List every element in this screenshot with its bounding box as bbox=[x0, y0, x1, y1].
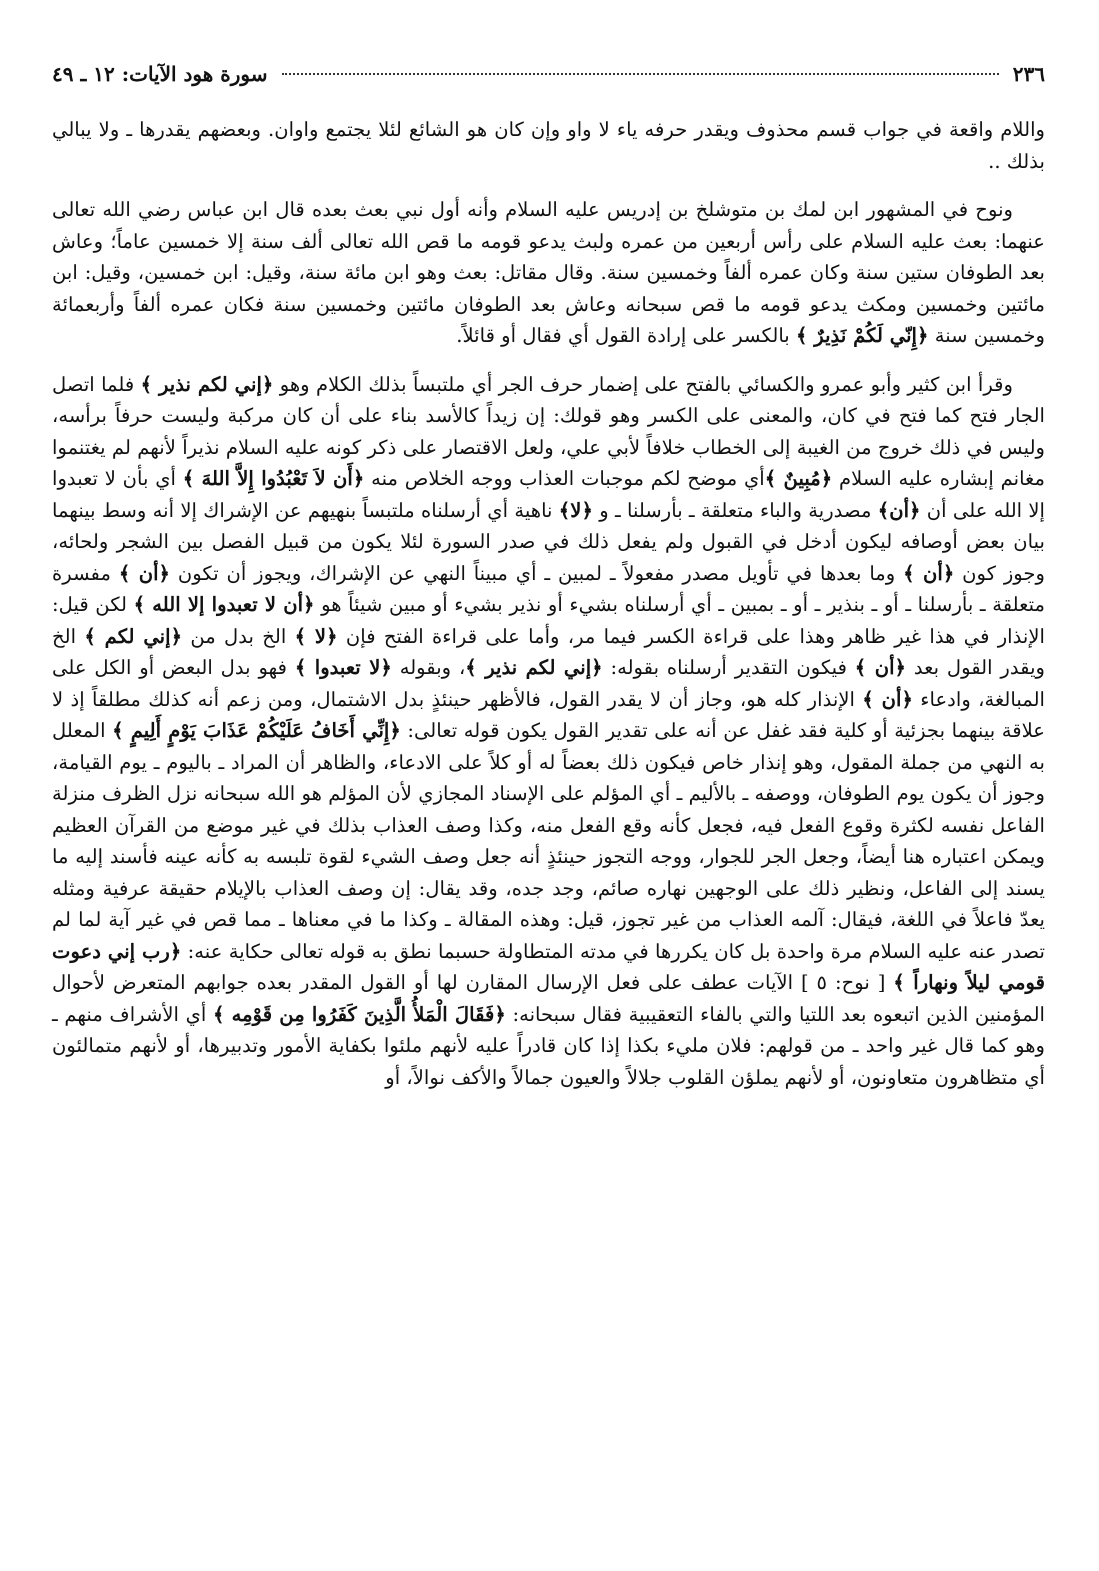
commentary-text: فهو بدل البعض أو الكل على المبالغة، وادعاء bbox=[52, 656, 1046, 711]
quran-quote: ﴿إني لكم ﴾ bbox=[84, 624, 183, 648]
commentary-text: فيكون التقدير أرسلناه بقوله: bbox=[602, 656, 855, 679]
commentary-text: وما بعدها في تأويل مصدر مفعولاً ـ لمبين ـ أي مبيناً النهي عن الإشراك، ويجوز أن تكون bbox=[170, 561, 904, 585]
quran-quote: ﴿أن﴾ bbox=[877, 498, 921, 522]
quran-quote: ﴿أن ﴾ bbox=[854, 656, 907, 679]
commentary-text: الخ ويقدر القول بعد bbox=[52, 624, 1045, 679]
surah-title: سورة هود الآيات: ١٢ ـ ٤٩ bbox=[52, 62, 268, 86]
commentary-text: الخ بدل من bbox=[182, 624, 295, 648]
quran-quote: ﴿أَن لاَ تَعْبُدُوا إِلاَّ اللهَ ﴾ bbox=[182, 467, 365, 490]
quran-quote: ﴿أن لا تعبدوا إلا الله ﴾ bbox=[133, 593, 315, 616]
commentary-text: مصدرية والباء متعلقة ـ بأرسلنا ـ و bbox=[592, 498, 878, 522]
quran-quote: ﴿لا﴾ bbox=[558, 498, 593, 522]
quran-quote: ﴿فَقَالَ الْمَلأُ الَّذِينَ كَفَرُوا مِن قَوْمِه ﴾ bbox=[212, 1002, 506, 1026]
quran-quote: ﴿لا ﴾ bbox=[294, 624, 338, 648]
commentary-text: وقرأ ابن كثير وأبو عمرو والكسائي بالفتح على إضمار حرف الجر أي ملتبساً بذلك الكلام وهو bbox=[273, 372, 1013, 396]
commentary-text: مفسرة متعلقة ـ بأرسلنا ـ أو ـ بنذير ـ أو ـ بمبين ـ أي أرسلناه بشيء أو نذير بشيء أو مبين شيئاً هو bbox=[52, 561, 1046, 616]
quran-quote: ﴿لا تعبدوا ﴾ bbox=[294, 656, 392, 679]
commentary-text: أي موضح لكم موجبات العذاب ووجه الخلاص منه bbox=[364, 467, 765, 490]
commentary-text: لكن قيل: الإنذار في هذا غير ظاهر وهذا على قراءة الكسر فيما مر، وأما على قراءة الفتح فإن bbox=[52, 593, 1045, 648]
paragraph bbox=[52, 114, 1045, 177]
page-number: ٢٣٦ bbox=[1012, 62, 1045, 86]
leader-dots bbox=[282, 73, 999, 75]
quran-quote: ﴿رب إني دعوت قومي ليلاً ونهاراً ﴾ bbox=[52, 939, 1045, 994]
quran-quote: ﴿مُبِينٌ ﴾ bbox=[764, 467, 833, 490]
quran-quote: ﴿إني لكم نذير ﴾ bbox=[465, 656, 603, 679]
commentary-text: فلما اتصل الجار فتح كما فتح في كان، والمعنى على الكسر وهو قولك: إن زيداً كالأسد بناء على أن كان مركبة وليست حرفاً برأسه، وليس في ذلك خروج من الغيبة إلى الخطاب خلافاً لأبي علي، ولعل الاقتصار على ذكر كونه عليه السلام نذيراً لأنهم لم يغتنموا مغانم إبشاره عليه السلام bbox=[52, 372, 1045, 490]
commentary-text: أي بأن لا تعبدوا إلا الله على أن bbox=[52, 467, 1046, 522]
paragraph bbox=[52, 194, 1045, 352]
commentary-text: واللام واقعة في جواب قسم محذوف ويقدر حرفه ياء لا واو وإن كان هو الشائع لئلا يجتمع واوان. وبعضهم يقدرها ـ ولا يبالي بذلك .. bbox=[52, 118, 1045, 173]
quran-quote: ﴿أن ﴾ bbox=[862, 687, 913, 711]
quran-quote: ﴿إِنِّي أَخَافُ عَلَيْكُمْ عَذَابَ يَوْمٍ أَلِيمٍ ﴾ bbox=[112, 719, 401, 742]
quran-quote: ﴿إِنّي لَكُمْ نَذِيرٌ ﴾ bbox=[795, 324, 929, 347]
commentary-text: بالكسر على إرادة القول أي فقال أو قائلاً. bbox=[456, 324, 796, 347]
body-text bbox=[52, 114, 1045, 1093]
commentary-text: ، وبقوله bbox=[391, 656, 466, 679]
paragraph bbox=[52, 369, 1045, 1094]
commentary-text: ناهية أي أرسلناه ملتبساً بنهيهم عن الإشراك إلا أنه وسط بينهما بيان بعض أوصافه ليكون أدخل في القبول ولم يفعل ذلك في صدر السورة لئلا يكون من قبيل الفصل بين الشجر ولحائه، وجوز كون bbox=[52, 498, 1045, 585]
quran-quote: ﴿إني لكم نذير ﴾ bbox=[140, 372, 274, 396]
running-header bbox=[52, 62, 1045, 102]
commentary-text: ونوح في المشهور ابن لمك بن متوشلخ بن إدريس عليه السلام وأنه أول نبي بعث بعده قال ابن عباس رضي الله تعالى عنهما: بعث عليه السلام على رأس أربعين من عمره ولبث يدعو قومه ما قص الله تعالى ألف سنة إلا خمسين عاماً؛ وعاش بعد الطوفان ستين سنة وكان عمره ألفاً وخمسين سنة. وقال مقاتل: بعث وهو ابن مائة سنة، وقيل: ابن خمسين، وقيل: ابن مائتين وخمسين ومكث يدعو قومه ما قص سبحانه وعاش بعد الطوفان مائتين وخمسين سنة فكان عمره ألفاً وأربعمائة وخمسين سنة bbox=[52, 198, 1045, 347]
quran-quote: ﴿أن ﴾ bbox=[903, 561, 955, 585]
commentary-text: أي الأشراف منهم ـ وهو كما قال غير واحد ـ من قولهم: فلان مليء بكذا إذا كان قادراً عليه لأنهم ملئوا بكفاية الأمور وتدبيرها، أو لأنهم متمالئون أي متظاهرون متعاونون، أو لأنهم يملؤن القلوب جلالاً والعيون جمالاً والأكف نوالاً، أو bbox=[52, 1002, 1045, 1089]
commentary-text: الإنذار كله هو، وجاز أن لا يقدر القول، فالأظهر حينئذٍ بدل الاشتمال، ومن زعم أنه كذلك مطلقاً إذ لا علاقة بينهما بجزئية أو كلية فقد غفل عن أنه على تقدير القول يكون قوله تعالى: bbox=[52, 687, 1045, 742]
commentary-text: المعلل به النهي من جملة المقول، وهو إنذار خاص فيكون ذلك بعضاً له أو كلاً على الادعاء، والظاهر أن المراد ـ باليوم ـ يوم القيامة، وجوز أن يكون يوم الطوفان، ووصفه ـ بالأليم ـ أي المؤلم على الإسناد المجازي لأن المؤلم هو الله سبحانه نزل الظرف منزلة الفاعل نفسه لكثرة وقوع الفعل فيه، فجعل كأنه وقع الفعل منه، وكذا وصف العذاب بذلك في غير موضع من القرآن العظيم ويمكن اعتباره هنا أيضاً، وجعل الجر للجوار، ووجه التجوز حينئذٍ أنه جعل وصف الشيء لقوة تلبسه به كأنه عينه فأسند إليه ما يسند إلى الفاعل، ونظير ذلك على الوجهين نهاره صائم، وجد جده، وقد يقال: إن وصف العذاب بالإيلام حقيقة عرفية ومثله يعدّ فاعلاً في اللغة، فيقال: آلمه العذاب من غير تجوز، قيل: وهذه المقالة ـ وكذا ما في معناها ـ مما قص في غير آية لما لم تصدر عنه عليه السلام مرة واحدة بل كان يكررها في مدته المتطاولة حسبما نطق به قوله تعالى حكاية عنه: bbox=[52, 719, 1046, 963]
commentary-text: [ نوح: ٥ ] الآيات عطف على فعل الإرسال المقارن لها أو القول المقدر بعده جوابهم المتعرض لأحوال المؤمنين الذين اتبعوه بعد اللتيا والتي بالفاء التعقيبية فقال سبحانه: bbox=[52, 971, 1046, 1026]
quran-quote: ﴿أن ﴾ bbox=[118, 561, 171, 585]
